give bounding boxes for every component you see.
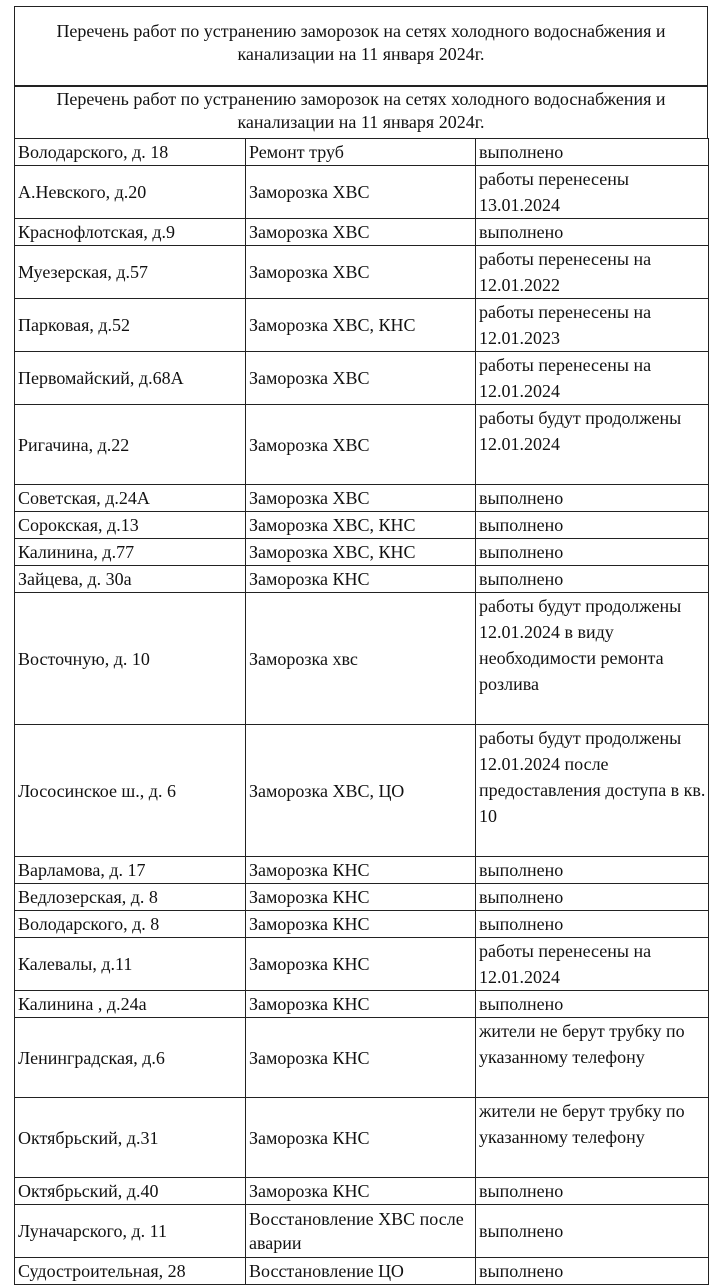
status-cell: работы перенесены на 12.01.2023 [476,299,709,352]
address-cell: Калинина, д.77 [15,539,246,566]
address-cell: Первомайский, д.68А [15,352,246,405]
status-cell: работы перенесены на 12.01.2024 [476,352,709,405]
table-row [15,539,709,566]
table-row [15,219,709,246]
work-cell: Восстановление ЦО [246,1258,476,1285]
status-cell: выполнено [476,539,709,566]
table-row [15,566,709,593]
work-cell: Заморозка ХВС, КНС [246,299,476,352]
work-cell: Заморозка ХВС [246,219,476,246]
address-cell: Ведлозерская, д. 8 [15,884,246,911]
address-cell: Судостроительная, 28 [15,1258,246,1285]
work-cell: Заморозка ХВС [246,485,476,512]
status-cell: жители не берут трубку по указанному телефону [476,1098,709,1178]
status-cell: выполнено [476,485,709,512]
status-cell: выполнено [476,566,709,593]
status-cell: выполнено [476,139,709,166]
address-cell: Парковая, д.52 [15,299,246,352]
address-cell: Октябрьский, д.40 [15,1178,246,1205]
work-cell: Заморозка КНС [246,938,476,991]
work-cell: Заморозка КНС [246,857,476,884]
status-cell: выполнено [476,991,709,1018]
work-cell: Заморозка хвс [246,593,476,725]
address-cell: Ленинградская, д.6 [15,1018,246,1098]
address-cell: Варламова, д. 17 [15,857,246,884]
table-row [15,938,709,991]
work-cell: Заморозка КНС [246,911,476,938]
work-cell: Ремонт труб [246,139,476,166]
work-cell: Заморозка КНС [246,1098,476,1178]
status-cell: жители не берут трубку по указанному телефону [476,1018,709,1098]
address-cell: Володарского, д. 18 [15,139,246,166]
work-cell: Заморозка ХВС [246,405,476,485]
status-cell: работы перенесены 13.01.2024 [476,166,709,219]
table-title-box [14,86,708,138]
status-cell: работы будут продолжены 12.01.2024 [476,405,709,485]
table-row [15,352,709,405]
status-cell: выполнено [476,1178,709,1205]
address-cell: Калевалы, д.11 [15,938,246,991]
address-cell: Сорокская, д.13 [15,512,246,539]
table-row [15,1018,709,1098]
document-title: Перечень работ по устранению заморозок на сетях холодного водоснабжения и канализации на 11 января 2024г. [56,21,666,64]
address-cell: Калинина , д.24а [15,991,246,1018]
work-cell: Заморозка КНС [246,1018,476,1098]
status-cell: выполнено [476,219,709,246]
status-cell: работы перенесены на 12.01.2022 [476,246,709,299]
table-row [15,1205,709,1258]
work-cell: Заморозка ХВС, ЦО [246,725,476,857]
status-cell: выполнено [476,512,709,539]
table-row [15,725,709,857]
work-cell: Заморозка ХВС [246,352,476,405]
address-cell: Зайцева, д. 30а [15,566,246,593]
table-row [15,139,709,166]
table-row [15,512,709,539]
table-row [15,1098,709,1178]
table-row [15,1178,709,1205]
status-cell: работы будут продолжены 12.01.2024 в виду необходимости ремонта розлива [476,593,709,725]
address-cell: Ригачина, д.22 [15,405,246,485]
work-cell: Заморозка КНС [246,566,476,593]
address-cell: Краснофлотская, д.9 [15,219,246,246]
table-row [15,166,709,219]
work-cell: Заморозка ХВС, КНС [246,512,476,539]
document-title-box [14,6,708,86]
address-cell: А.Невского, д.20 [15,166,246,219]
status-cell: выполнено [476,857,709,884]
work-cell: Заморозка КНС [246,991,476,1018]
address-cell: Володарского, д. 8 [15,911,246,938]
work-cell: Заморозка КНС [246,1178,476,1205]
table-row [15,593,709,725]
table-row [15,485,709,512]
work-cell: Заморозка КНС [246,884,476,911]
status-cell: выполнено [476,884,709,911]
work-cell: Заморозка ХВС [246,166,476,219]
table-row [15,857,709,884]
address-cell: Октябрьский, д.31 [15,1098,246,1178]
status-cell: выполнено [476,911,709,938]
table-row [15,405,709,485]
work-cell: Заморозка ХВС, КНС [246,539,476,566]
table-row [15,299,709,352]
address-cell: Восточную, д. 10 [15,593,246,725]
table-row [15,246,709,299]
table-title: Перечень работ по устранению заморозок на сетях холодного водоснабжения и канализации на 11 января 2024г. [56,89,666,132]
status-cell: выполнено [476,1205,709,1258]
works-table [14,138,709,1285]
address-cell: Луначарского, д. 11 [15,1205,246,1258]
work-cell: Восстановление ХВС после аварии [246,1205,476,1258]
address-cell: Советская, д.24А [15,485,246,512]
address-cell: Лососинское ш., д. 6 [15,725,246,857]
table-row [15,884,709,911]
table-row [15,911,709,938]
work-cell: Заморозка ХВС [246,246,476,299]
address-cell: Муезерская, д.57 [15,246,246,299]
table-row [15,1258,709,1285]
status-cell: работы будут продолжены 12.01.2024 после предоставления доступа в кв. 10 [476,725,709,857]
table-row [15,991,709,1018]
status-cell: выполнено [476,1258,709,1285]
status-cell: работы перенесены на 12.01.2024 [476,938,709,991]
